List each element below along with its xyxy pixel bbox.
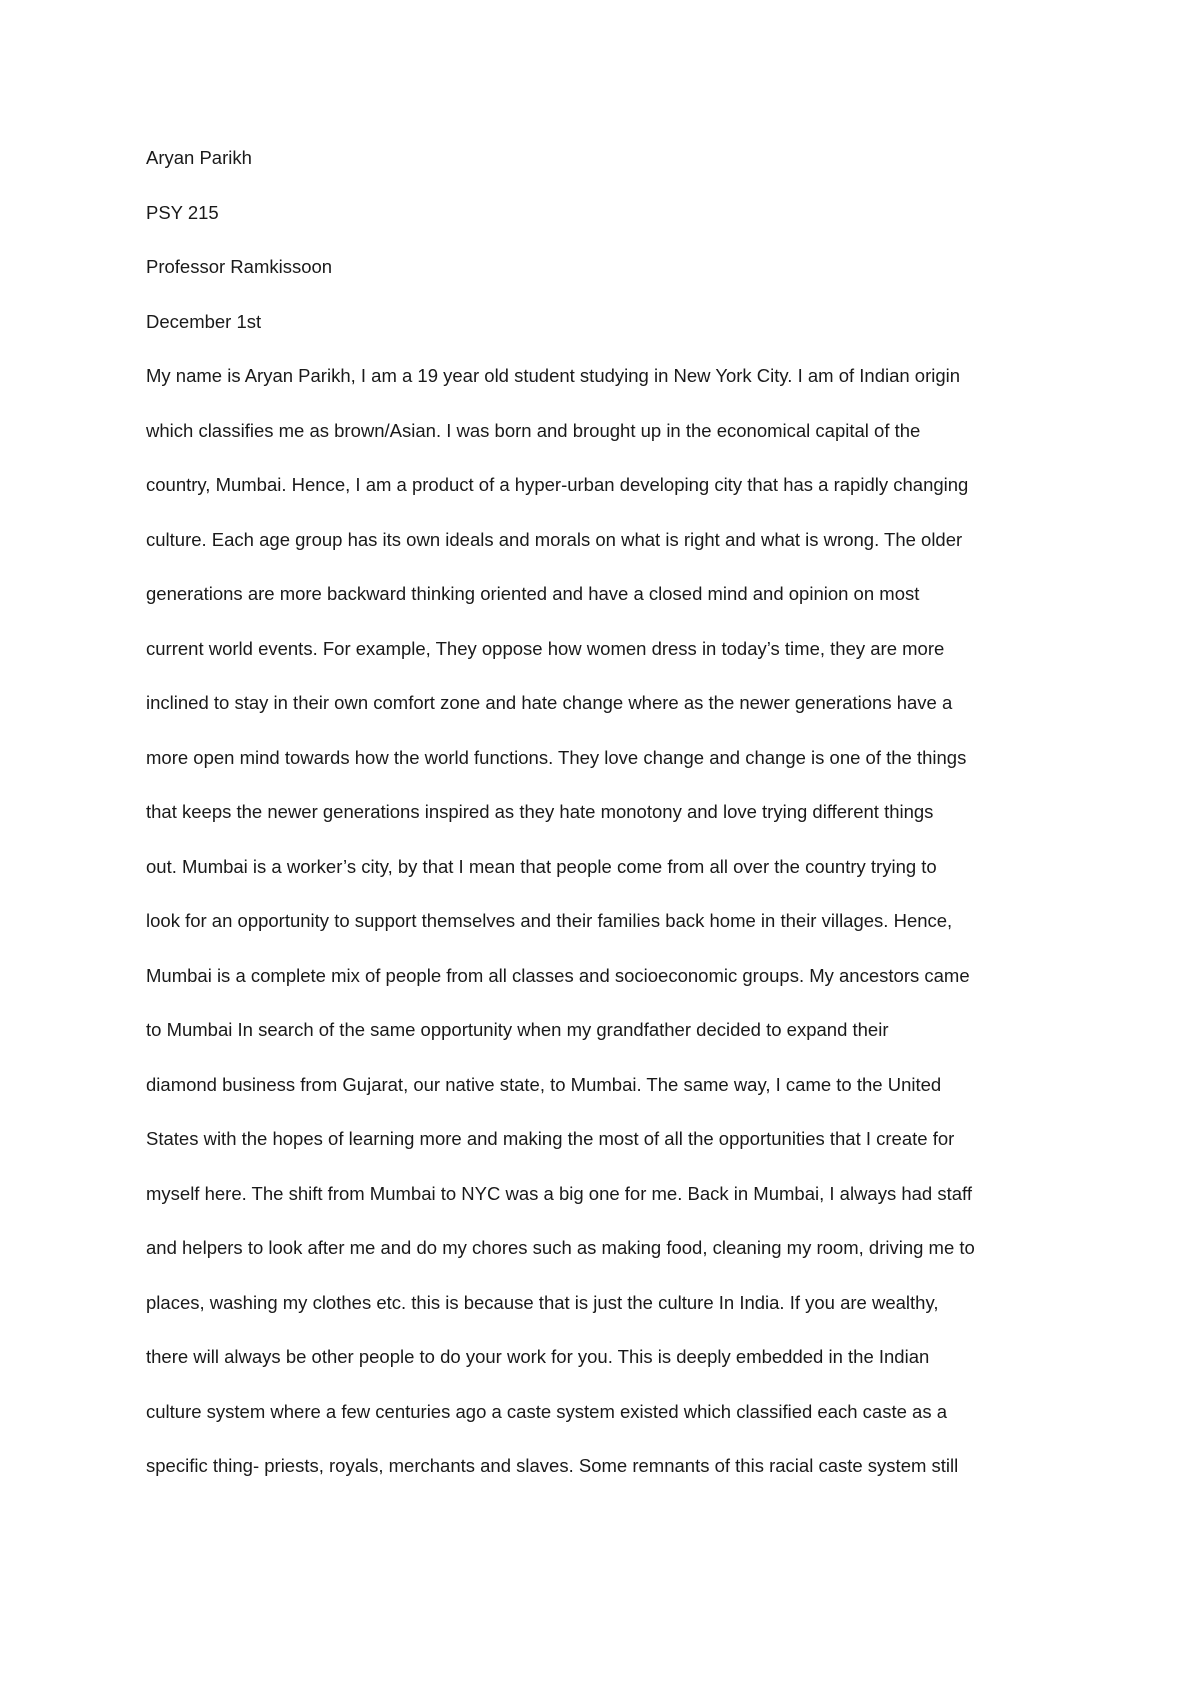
- body-line: Mumbai is a complete mix of people from all classes and socioeconomic groups. My ancestors came: [146, 964, 970, 986]
- body-line: more open mind towards how the world functions. They love change and change is one of the things: [146, 746, 967, 768]
- course-code: PSY 215: [146, 201, 219, 223]
- essay-body: [146, 363, 1076, 1508]
- body-line: current world events. For example, They oppose how women dress in today’s time, they are more: [146, 637, 945, 659]
- body-line: generations are more backward thinking oriented and have a closed mind and opinion on most: [146, 583, 920, 604]
- body-line: diamond business from Gujarat, our native state, to Mumbai. The same way, I came to the United: [146, 1073, 942, 1095]
- body-line: to Mumbai In search of the same opportunity when my grandfather decided to expand their: [146, 1019, 889, 1040]
- body-line: look for an opportunity to support themselves and their families back home in their villages. Hence,: [146, 910, 953, 931]
- body-line: there will always be other people to do your work for you. This is deeply embedded in the Indian: [146, 1346, 930, 1367]
- body-line: myself here. The shift from Mumbai to NYC was a big one for me. Back in Mumbai, I always had staff: [146, 1182, 972, 1204]
- body-line: States with the hopes of learning more and making the most of all the opportunities that I create for: [146, 1128, 955, 1149]
- body-line: culture. Each age group has its own ideals and morals on what is right and what is wrong. The older: [146, 528, 963, 550]
- document-content: [146, 145, 1076, 1508]
- body-line: country, Mumbai. Hence, I am a product of a hyper-urban developing city that has a rapidly changing: [146, 474, 969, 495]
- body-line: which classifies me as brown/Asian. I was born and brought up in the economical capital of the: [146, 419, 921, 441]
- body-line: out. Mumbai is a worker’s city, by that I mean that people come from all over the country trying to: [146, 855, 937, 877]
- document-date: December 1st: [146, 310, 262, 332]
- body-line: and helpers to look after me and do my chores such as making food, cleaning my room, driving me to: [146, 1237, 975, 1258]
- body-line: specific thing- priests, royals, merchants and slaves. Some remnants of this racial caste system still: [146, 1455, 959, 1476]
- body-line: My name is Aryan Parikh, I am a 19 year old student studying in New York City. I am of Indian origin: [146, 365, 961, 386]
- body-line: inclined to stay in their own comfort zone and hate change where as the newer generations have a: [146, 692, 953, 713]
- body-line: places, washing my clothes etc. this is because that is just the culture In India. If you are wealthy,: [146, 1291, 939, 1313]
- author-name: Aryan Parikh: [146, 147, 252, 168]
- body-line: culture system where a few centuries ago a caste system existed which classified each caste as a: [146, 1400, 948, 1422]
- body-line: that keeps the newer generations inspired as they hate monotony and love trying different things: [146, 801, 934, 822]
- professor-name: Professor Ramkissoon: [146, 256, 333, 277]
